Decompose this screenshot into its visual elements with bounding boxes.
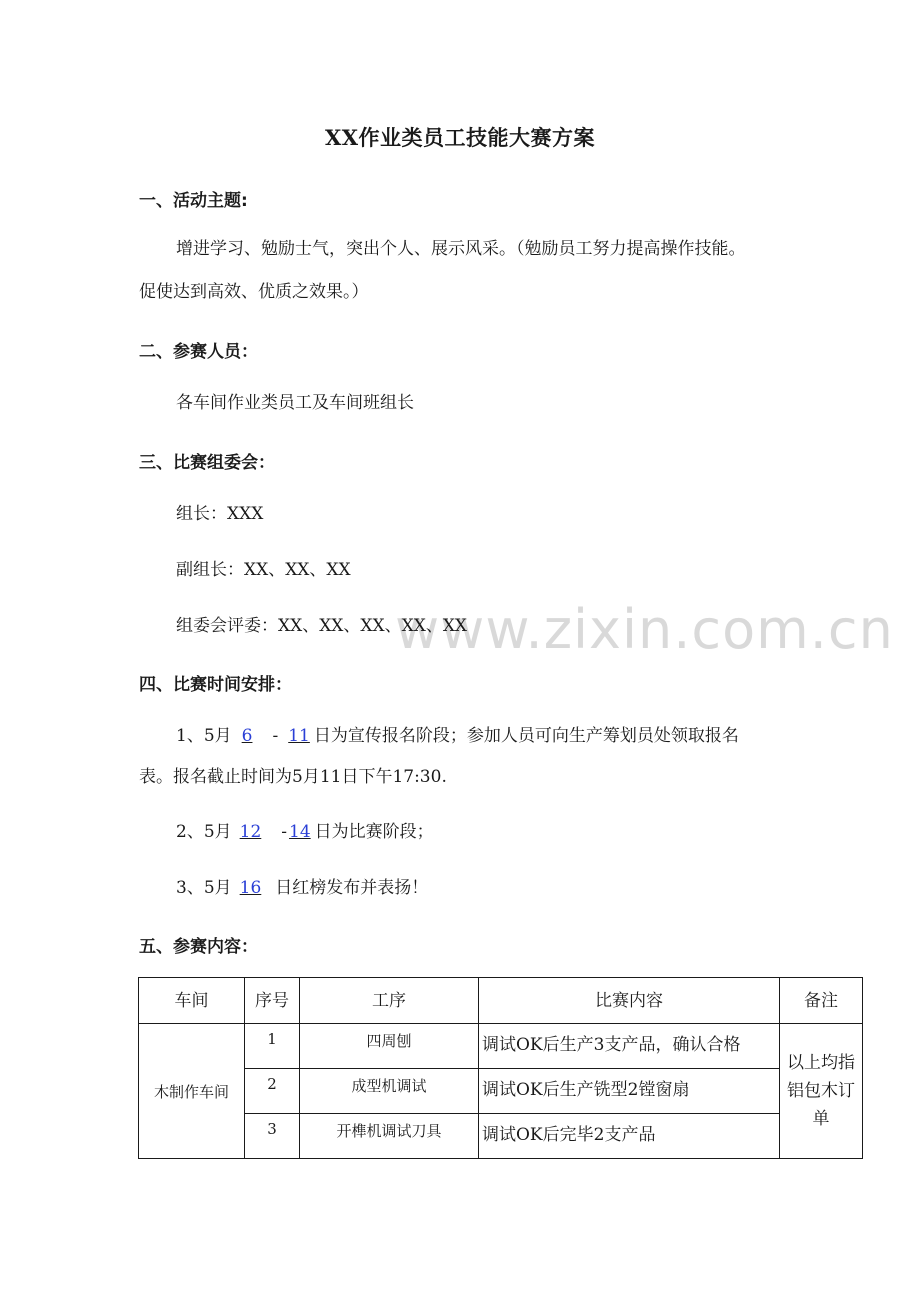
content-cell: 调试OK后完毕2支产品 — [479, 1114, 780, 1159]
heading-activity-theme: 一、活动主题: — [139, 191, 248, 211]
schedule-item-1 — [176, 724, 739, 748]
theme-paragraph-line2: 促使达到高效、优质之效果。） — [139, 282, 369, 302]
schedule-item-1-end-day: 11 — [288, 726, 310, 746]
committee-leader: 组长：XXX — [176, 504, 264, 524]
table-row — [139, 1024, 863, 1069]
heading-schedule: 四、比赛时间安排： — [139, 675, 292, 695]
row-number-cell: 1 — [245, 1024, 300, 1069]
schedule-item-1-start-day: 6 — [241, 726, 253, 746]
row-number-cell: 2 — [245, 1069, 300, 1114]
workshop-cell: 木制作车间 — [139, 1024, 245, 1159]
schedule-item-2-end-day: 14 — [289, 822, 311, 842]
schedule-item-2-prefix: 2、5月 — [176, 822, 232, 842]
schedule-item-2-suffix: 日为比赛阶段； — [314, 822, 434, 842]
schedule-item-3-suffix: 日红榜发布并表扬！ — [275, 878, 429, 898]
header-contest-content: 比赛内容 — [479, 978, 780, 1024]
schedule-item-2-sep: - — [281, 822, 288, 842]
schedule-item-3 — [176, 876, 428, 900]
process-cell: 开榫机调试刀具 — [300, 1114, 479, 1159]
schedule-item-3-day: 16 — [239, 878, 262, 898]
content-cell: 调试OK后生产3支产品，确认合格 — [479, 1024, 780, 1069]
content-cell: 调试OK后生产铣型2镗窗扇 — [479, 1069, 780, 1114]
table-row — [139, 1114, 863, 1159]
table-row — [139, 1069, 863, 1114]
row-number-cell: 3 — [245, 1114, 300, 1159]
contest-content-table — [138, 977, 863, 1159]
remarks-cell — [780, 1024, 863, 1159]
committee-vice-leaders: 副组长：XX、XX、XX — [176, 560, 351, 580]
heading-contest-content: 五、参赛内容： — [139, 937, 258, 957]
process-cell: 四周刨 — [300, 1024, 479, 1069]
header-number: 序号 — [245, 978, 300, 1024]
process-cell: 成型机调试 — [300, 1069, 479, 1114]
schedule-item-1-prefix: 1、5月 — [176, 726, 232, 746]
schedule-item-3-prefix: 3、5月 — [176, 878, 232, 898]
remarks-line: 单 — [812, 1109, 830, 1129]
remarks-line: 以上均指 — [787, 1053, 855, 1073]
schedule-item-1-suffix: 日为宣传报名阶段；参加人员可向生产筹划员处领取报名 — [313, 726, 739, 746]
schedule-item-1-line2: 表。报名截止时间为5月11日下午17:30. — [139, 767, 447, 787]
document-title: XX作业类员工技能大赛方案 — [324, 125, 596, 150]
header-remarks: 备注 — [780, 978, 863, 1024]
committee-judges: 组委会评委：XX、XX、XX、XX、XX — [176, 616, 468, 636]
header-workshop: 车间 — [139, 978, 245, 1024]
watermark: www.zixin.com.cn — [395, 598, 894, 661]
participants-text: 各车间作业类员工及车间班组长 — [176, 393, 414, 413]
table-header-row — [139, 978, 863, 1024]
remarks-line: 铝包木订 — [787, 1081, 855, 1101]
heading-committee: 三、比赛组委会： — [139, 453, 275, 473]
theme-paragraph-line1: 增进学习、勉励士气，突出个人、展示风采。（勉励员工努力提高操作技能。 — [176, 239, 746, 259]
heading-participants: 二、参赛人员： — [139, 342, 258, 362]
header-process: 工序 — [300, 978, 479, 1024]
schedule-item-2-start-day: 12 — [239, 822, 262, 842]
schedule-item-2 — [176, 820, 434, 844]
schedule-item-1-sep: - — [272, 726, 279, 746]
